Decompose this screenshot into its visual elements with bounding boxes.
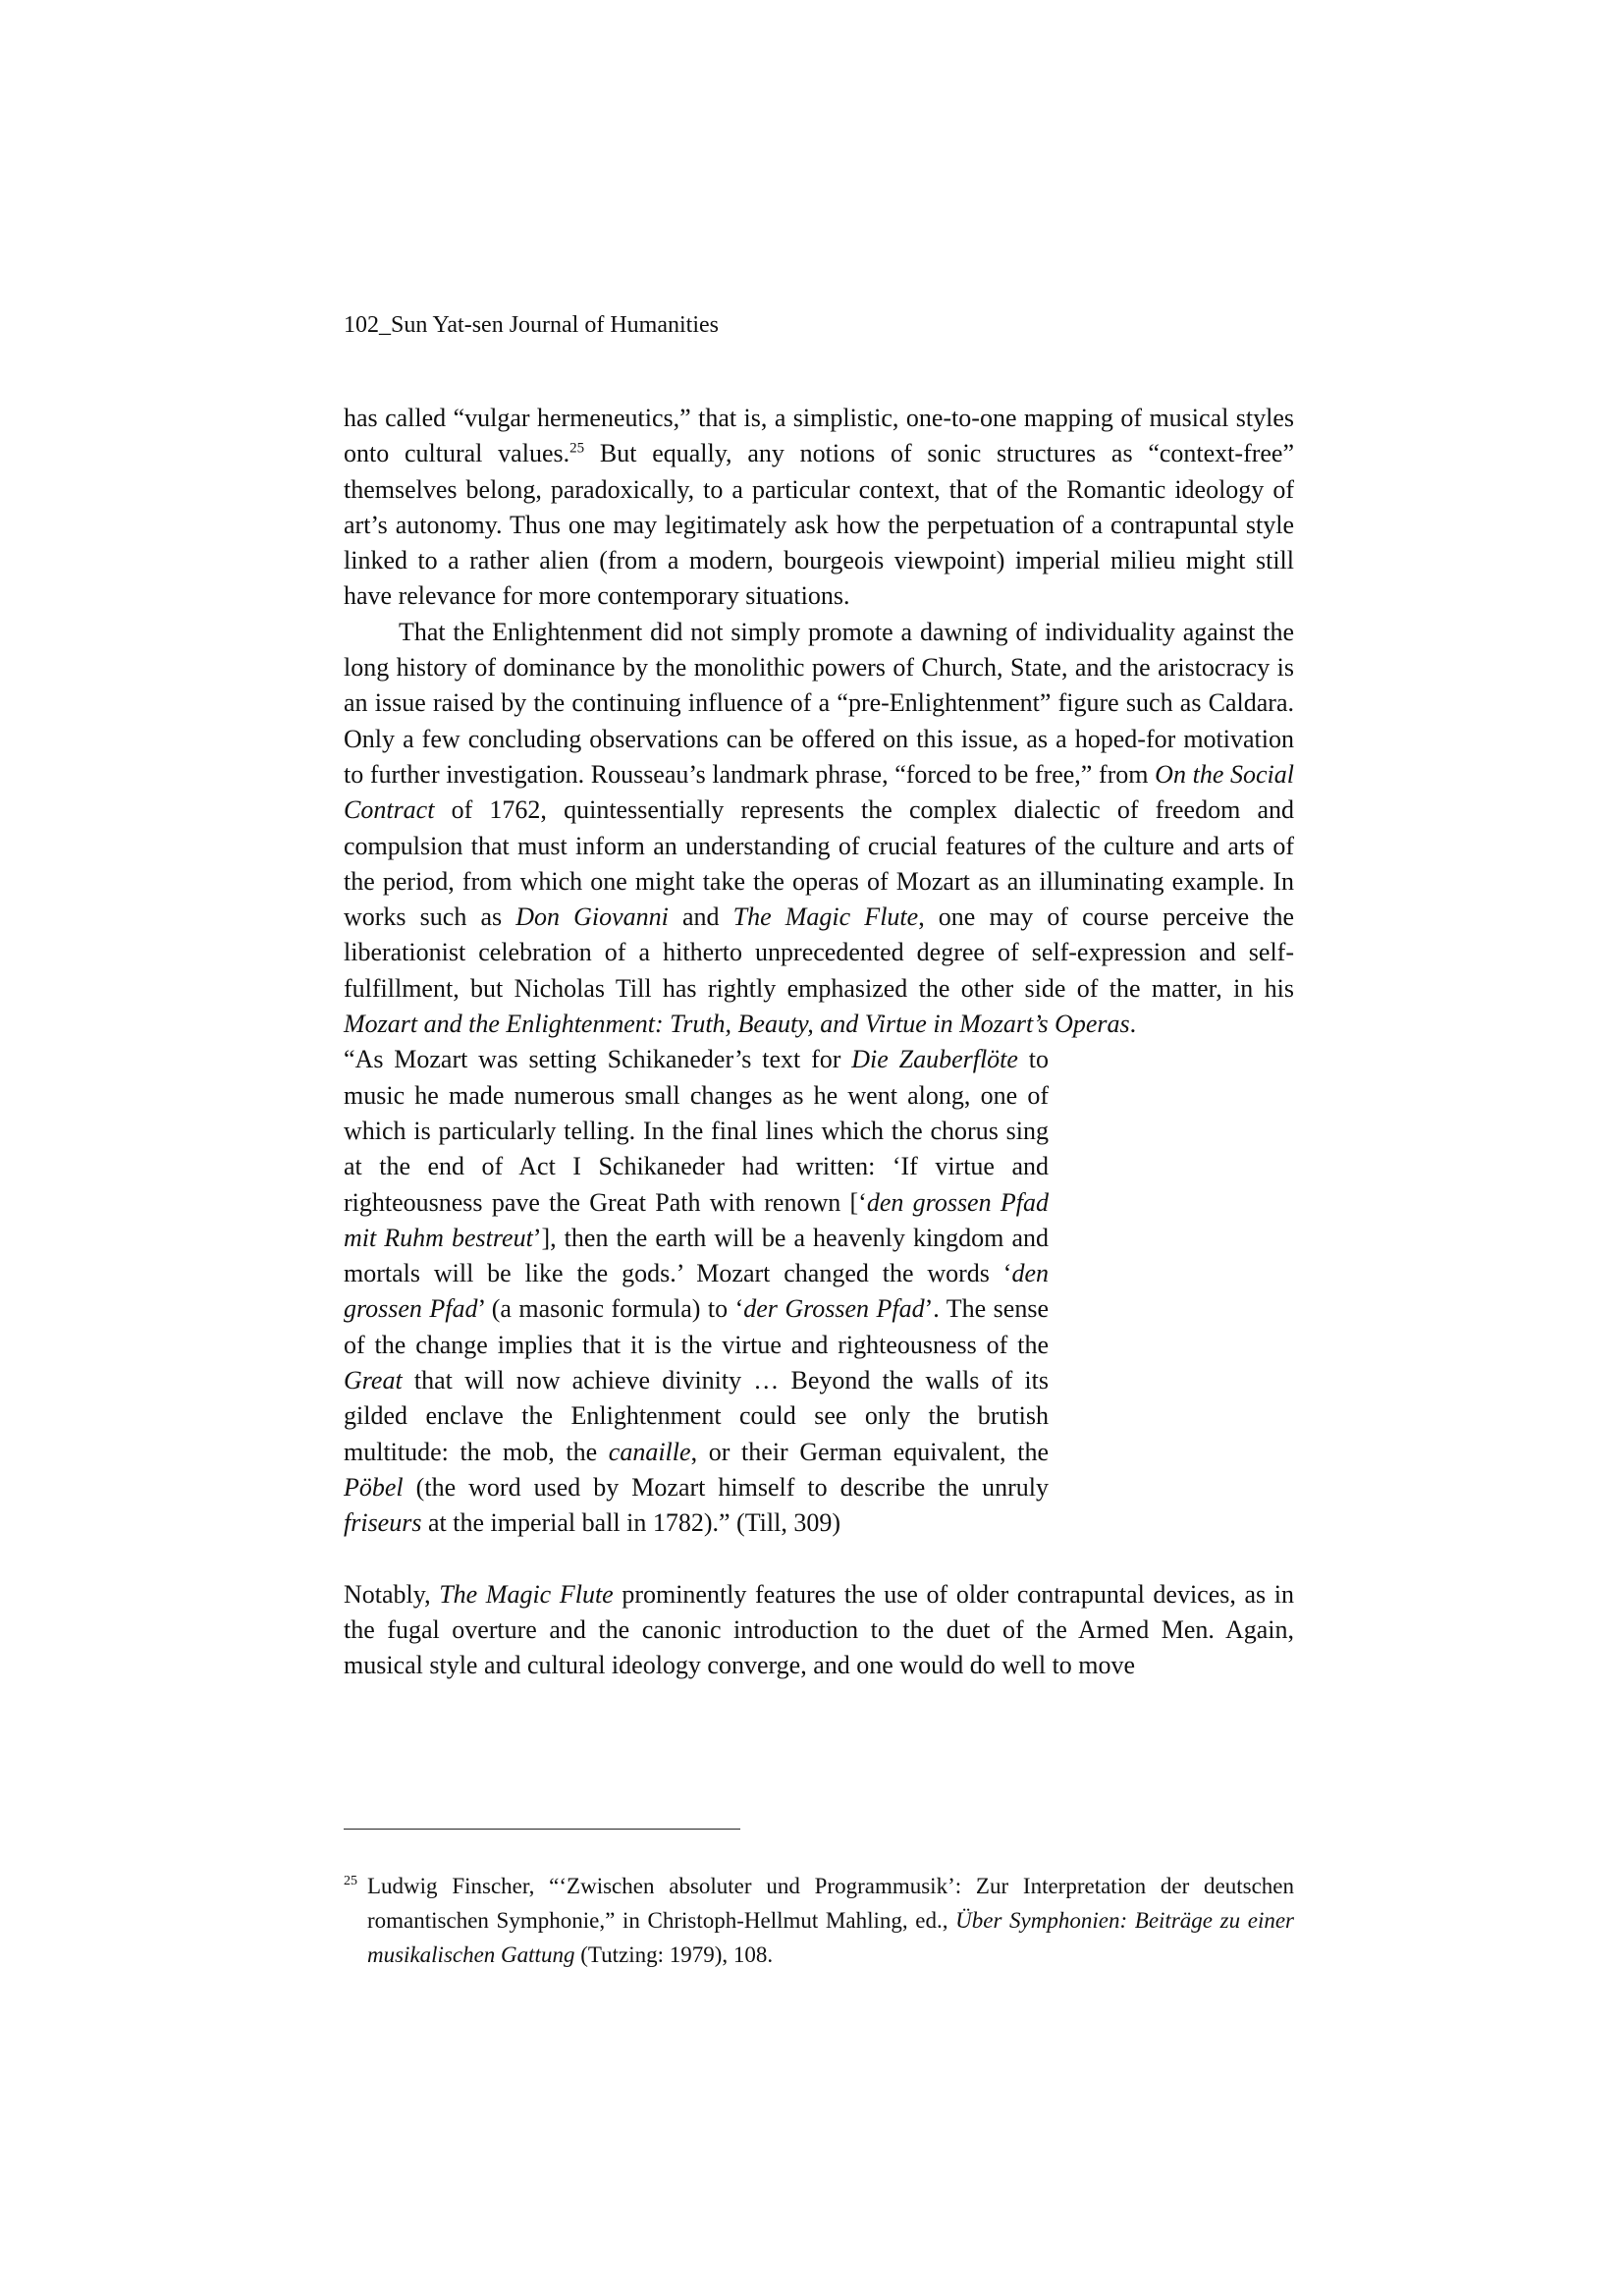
quote-text-e: ’. The sense of the change implies that it is the virtue and righteousness of the	[344, 1294, 1049, 1359]
footnote-divider	[344, 1829, 740, 1830]
quote-text-h: (the word used by Mozart himself to describe the unruly	[403, 1472, 1049, 1502]
quote-italic-8: friseurs	[344, 1508, 422, 1538]
quote-text-k: at the imperial ball in 1782).” (Till, 309)	[421, 1508, 840, 1538]
paragraph-1	[344, 401, 1294, 615]
p2-text-e: .	[1129, 1010, 1137, 1039]
p2-text-c: and	[668, 902, 733, 932]
footnote-25: $^{25}$ Ludwig Finscher, “‘Zwischen absoluter und Programmusik’: Zur Interpretation der deutschen romantischen Symphonie,” in Christoph-Hellmut Mahling, ed., Über Symphonien: Beiträge zu einer musikalischen Gattung (Tutzing: 1979), 108.	[344, 1874, 1294, 1967]
p1-text-a: has called “vulgar hermeneutics,” that is, a simplistic, one-to-one mapping of musical styles onto cultural values.	[344, 404, 1294, 468]
footnote-text-a: Ludwig Finscher, “‘Zwischen absoluter und Programmusik’: Zur Interpretation der deutschen romantischen Symphonie,” in Christoph-Hellmut Mahling, ed.,	[367, 1874, 1294, 1933]
title-social-contract: On the Social Contract	[344, 759, 1295, 825]
p3-text-b: prominently features the use of older contrapuntal devices, as in the fugal overture and the canonic introduction to the duet of the Armed Men. Again, musical style and cultural ideology converge, and one would do well to move	[344, 1579, 1294, 1680]
p2-text-b: of 1762, quintessentially represents the complex dialectic of freedom and compulsion that must inform an understanding of crucial features of the culture and arts of the period, from which one might take the operas of Mozart as an illuminating example. In works such as	[344, 795, 1294, 932]
quote-text-g: , or their German equivalent, the	[690, 1437, 1049, 1466]
quote-italic-2: den grossen Pfad mit Ruhm bestreut	[344, 1187, 1049, 1252]
p3-text-a: Notably,	[344, 1579, 440, 1609]
footnote-ref-25[interactable]: 25	[569, 440, 585, 457]
quote-italic-5: Great	[344, 1366, 403, 1395]
paragraph-2	[344, 615, 1294, 1043]
quote-italic-4: der Grossen Pfad	[743, 1294, 925, 1324]
quote-italic-1: Die Zauberflöte	[851, 1045, 1018, 1074]
body-text	[344, 401, 1294, 1683]
title-magic-flute: The Magic Flute	[732, 902, 919, 932]
p2-text-d: , one may of course perceive the liberationist celebration of a hitherto unprecedented degree of self-expression and self-fulfillment, but Nicholas Till has rightly emphasized the other side of the matter, in his	[344, 902, 1295, 1003]
title-magic-flute-2: The Magic Flute	[439, 1579, 614, 1609]
p1-text-b: But equally, any notions of sonic structures as “context-free” themselves belong, paradoxically, to a particular context, that of the Romantic ideology of art’s autonomy. Thus one may legitimately ask how the perpetuation of a contrapuntal style linked to a rather alien (from a modern, bourgeois viewpoint) imperial milieu might still have relevance for more contemporary situations.	[344, 439, 1295, 611]
paragraph-3	[344, 1577, 1294, 1684]
quote-italic-7: Pöbel	[344, 1472, 404, 1502]
quote-text-a: “As Mozart was setting Schikaneder’s text for	[344, 1045, 852, 1074]
quote-text-f: that will now achieve divinity … Beyond the walls of its gilded enclave the Enlightenment could see only the brutish multitude: the mob, the	[344, 1366, 1049, 1466]
title-don-giovanni: Don Giovanni	[515, 902, 669, 932]
p2-text-a: That the Enlightenment did not simply promote a dawning of individuality against the long history of dominance by the monolithic powers of Church, State, and the aristocracy is an issue raised by the continuing influence of a “pre-Enlightenment” figure such as Caldara. Only a few concluding observations can be offered on this issue, as a hoped-for motivation to further investigation. Rousseau’s landmark phrase, “forced to be free,” from	[344, 617, 1294, 789]
quote-italic-6: canaille	[608, 1437, 691, 1466]
quote-text-d: ’ (a masonic formula) to ‘	[477, 1294, 744, 1324]
quote-italic-3: den grossen Pfad	[344, 1259, 1049, 1324]
quote-text-b: to music he made numerous small changes as he went along, one of which is particularly telling. In the final lines which the chorus sing at the end of Act I Schikaneder had written: ‘If virtue and righteousness pave the Great Path with renown [‘	[344, 1045, 1049, 1217]
footnote-text-b: (Tutzing: 1979), 108.	[574, 1942, 774, 1967]
block-quote	[344, 1042, 1049, 1541]
running-head: 102_Sun Yat-sen Journal of Humanities	[344, 312, 719, 338]
footnote-book-title: Über Symphonien: Beiträge zu einer musikalischen Gattung	[367, 1908, 1294, 1967]
title-mozart-enlightenment: Mozart and the Enlightenment: Truth, Beauty, and Virtue in Mozart’s Operas	[344, 1010, 1130, 1039]
quote-text-c: ’], then the earth will be a heavenly kingdom and mortals will be like the gods.’ Mozart changed the words ‘	[344, 1223, 1050, 1288]
